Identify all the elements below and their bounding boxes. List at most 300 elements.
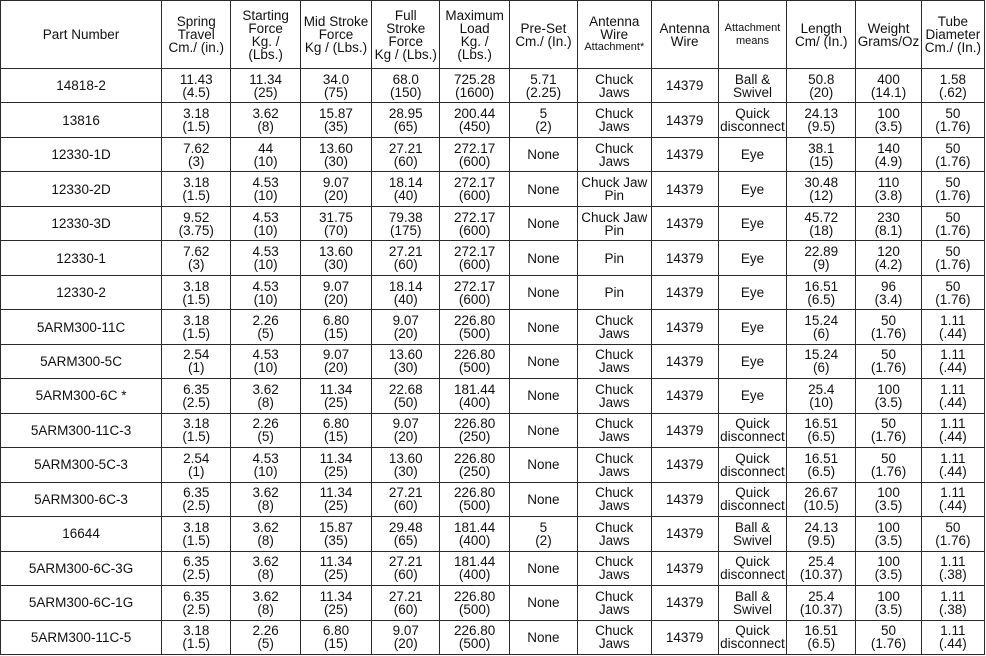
cell-text-line: 9.07: [392, 313, 419, 329]
cell-text-line: 14379: [665, 250, 704, 266]
cell-text-line: 14379: [665, 422, 704, 438]
cell-text-line: 5ARM300-6C-3G: [28, 560, 134, 576]
cell-text-line: (3.5): [874, 119, 903, 135]
cell-text-line: 1.11: [940, 623, 966, 639]
weight-cell: [856, 241, 921, 275]
table-row: [1, 379, 985, 413]
cell-text-line: 181.44: [453, 554, 496, 570]
cell-text-line: 15.87: [319, 519, 353, 535]
cell-text-line: (20): [323, 360, 348, 376]
cell-text-line: 12330-3D: [51, 216, 111, 232]
full-stroke-force-cell: [372, 620, 440, 655]
cell-text-line: Pre-Set: [520, 20, 567, 36]
cell-text-line: (8.1): [874, 222, 903, 238]
maximum-load-cell: [440, 586, 509, 620]
antenna-wire-cell: [651, 310, 718, 344]
cell-text-line: (1.76): [935, 119, 971, 135]
cell-text-line: 14379: [665, 285, 704, 301]
cell-text-line: (5): [257, 326, 274, 342]
full-stroke-force-cell: [372, 172, 440, 206]
attachment-means-cell: [718, 413, 786, 447]
cell-text-line: (20): [323, 188, 348, 204]
cell-text-line: Chuck: [595, 381, 634, 397]
pre-set-cell: [509, 620, 577, 655]
cell-text-line: 100: [877, 519, 900, 535]
cell-text-line: 2.54: [183, 450, 210, 466]
cell-text-line: (60): [393, 257, 418, 273]
tube-diameter-cell: [921, 69, 984, 103]
cell-text-line: (1.76): [935, 153, 971, 169]
spring-travel-cell: [162, 310, 231, 344]
cell-text-line: Eye: [740, 181, 765, 197]
cell-text-line: 226.80: [453, 450, 496, 466]
starting-force-cell: [231, 448, 300, 482]
spring-travel-header: [162, 1, 231, 69]
cell-text-line: Force: [388, 33, 424, 49]
antenna-wire-cell: [651, 275, 718, 309]
cell-text-line: 14379: [665, 78, 704, 94]
cell-text-line: 6.35: [183, 381, 210, 397]
cell-text-line: Jaws: [598, 119, 630, 135]
cell-text-line: 14379: [665, 147, 704, 163]
cell-text-line: (30): [393, 360, 418, 376]
cell-text-line: 50: [881, 347, 897, 363]
cell-text-line: 1.11: [940, 416, 966, 432]
cell-text-line: (3.4): [874, 291, 903, 307]
cell-text-line: Quick: [735, 416, 770, 432]
maximum-load-cell: [440, 344, 509, 378]
weight-header: [856, 1, 921, 69]
cell-text-line: (.38): [938, 601, 967, 617]
cell-text-line: Attachment: [724, 21, 781, 34]
cell-text-line: Pin: [604, 222, 625, 238]
cell-text-line: (20): [393, 636, 418, 652]
tube-diameter-cell: [921, 241, 984, 275]
cell-text-line: Jaws: [598, 326, 630, 342]
tube-diameter-cell: [921, 344, 984, 378]
length-cell: [787, 241, 856, 275]
weight-cell: [856, 517, 921, 551]
cell-text-line: 5ARM300-6C *: [35, 388, 127, 404]
cell-text-line: 110: [877, 175, 900, 191]
cell-text-line: (10): [809, 394, 834, 410]
cell-text-line: (1.5): [182, 636, 211, 652]
spring-travel-cell: [162, 620, 231, 655]
antenna-wire-attachment-cell: [578, 103, 651, 137]
antenna-wire-attachment-cell: [578, 517, 651, 551]
cell-text-line: 1.58: [939, 71, 966, 87]
cell-text-line: (10.5): [803, 498, 839, 514]
cell-text-line: Stroke: [386, 20, 426, 36]
cell-text-line: 3.18: [183, 175, 210, 191]
cell-text-line: (2.5): [182, 601, 211, 617]
cell-text-line: (250): [458, 429, 491, 445]
cell-text-line: Eye: [740, 147, 765, 163]
antenna-wire-header: [651, 1, 718, 69]
full-stroke-force-cell: [372, 448, 440, 482]
cell-text-line: 1.11: [940, 588, 966, 604]
length-cell: [787, 482, 856, 516]
cell-text-line: (3.5): [874, 601, 903, 617]
cell-text-line: (1.76): [935, 188, 971, 204]
part-number-cell: [1, 206, 162, 240]
cell-text-line: 44: [258, 140, 274, 156]
cell-text-line: disconnect: [720, 119, 785, 135]
cell-text-line: 50: [945, 209, 961, 225]
cell-text-line: (450): [458, 119, 491, 135]
cell-text-line: 50: [945, 175, 961, 191]
cell-text-line: (6.5): [807, 463, 836, 479]
cell-text-line: (.62): [938, 84, 967, 100]
cell-text-line: 34.0: [322, 71, 350, 87]
mid-stroke-force-cell: [300, 172, 371, 206]
cell-text-line: Jaws: [598, 84, 630, 100]
cell-text-line: 3.62: [252, 381, 279, 397]
spring-travel-cell: [162, 241, 231, 275]
cell-text-line: 27.21: [388, 554, 423, 570]
starting-force-cell: [231, 241, 300, 275]
part-number-cell: [1, 379, 162, 413]
cell-text-line: disconnect: [720, 498, 785, 514]
pre-set-cell: [509, 344, 577, 378]
cell-text-line: 200.44: [453, 106, 496, 122]
cell-text-line: (4.2): [874, 257, 903, 273]
cell-text-line: (8): [257, 601, 274, 617]
cell-text-line: 9.07: [392, 623, 419, 639]
cell-text-line: Pin: [604, 188, 625, 204]
cell-text-line: Kg / (Lbs.): [304, 40, 368, 55]
cell-text-line: (3.5): [874, 532, 903, 548]
cell-text-line: 400: [877, 71, 900, 87]
cell-text-line: 12330-1: [56, 250, 106, 266]
table-row: [1, 172, 985, 206]
full-stroke-force-cell: [372, 69, 440, 103]
cell-text-line: (15): [809, 153, 834, 169]
cell-text-line: 140: [877, 140, 900, 156]
cell-text-line: (10): [253, 360, 278, 376]
table-row: [1, 206, 985, 240]
part-number-cell: [1, 448, 162, 482]
starting-force-cell: [231, 379, 300, 413]
cell-text-line: Jaws: [598, 463, 630, 479]
attachment-means-cell: [718, 137, 786, 171]
cell-text-line: 272.17: [453, 209, 496, 225]
cell-text-line: Swivel: [732, 601, 772, 617]
cell-text-line: 3.18: [183, 416, 210, 432]
antenna-wire-cell: [651, 448, 718, 482]
tube-diameter-cell: [921, 275, 984, 309]
cell-text-line: 11.34: [249, 71, 282, 87]
mid-stroke-force-cell: [300, 517, 371, 551]
full-stroke-force-cell: [372, 206, 440, 240]
antenna-wire-attachment-cell: [578, 344, 651, 378]
cell-text-line: 1.11: [940, 381, 966, 397]
cell-text-line: (400): [458, 532, 491, 548]
weight-cell: [856, 482, 921, 516]
cell-text-line: (.44): [938, 360, 967, 376]
antenna-wire-attachment-cell: [578, 482, 651, 516]
maximum-load-cell: [440, 482, 509, 516]
cell-text-line: 230: [877, 209, 900, 225]
weight-cell: [856, 448, 921, 482]
cell-text-line: 15.24: [804, 313, 839, 329]
antenna-wire-attachment-cell: [578, 551, 651, 585]
spring-travel-cell: [162, 482, 231, 516]
attachment-means-cell: [718, 620, 786, 655]
starting-force-cell: [231, 275, 300, 309]
cell-text-line: (1.76): [935, 257, 971, 273]
cell-text-line: (65): [393, 119, 418, 135]
cell-text-line: Jaws: [598, 567, 630, 583]
antenna-wire-cell: [651, 517, 718, 551]
antenna-wire-attachment-cell: [578, 586, 651, 620]
cell-text-line: 15.87: [319, 106, 353, 122]
cell-text-line: 5ARM300-5C-3: [34, 457, 128, 473]
cell-text-line: 3.18: [183, 519, 210, 535]
table-row: [1, 275, 985, 309]
cell-text-line: (25): [323, 567, 348, 583]
cell-text-line: 100: [877, 106, 900, 122]
cell-text-line: 16.51: [804, 623, 839, 639]
cell-text-line: 50: [945, 106, 961, 122]
cell-text-line: Jaws: [598, 498, 630, 514]
mid-stroke-force-cell: [300, 379, 371, 413]
antenna-wire-cell: [651, 551, 718, 585]
cell-text-line: 7.62: [183, 244, 210, 260]
cell-text-line: (250): [458, 463, 491, 479]
cell-text-line: (35): [323, 532, 348, 548]
starting-force-cell: [231, 620, 300, 655]
cell-text-line: 50: [881, 313, 897, 329]
cell-text-line: 11.34: [319, 485, 353, 501]
pre-set-cell: [509, 137, 577, 171]
cell-text-line: (65): [393, 532, 418, 548]
cell-text-line: 3.62: [252, 588, 279, 604]
cell-text-line: (40): [393, 188, 418, 204]
cell-text-line: (3.5): [874, 394, 903, 410]
antenna-wire-cell: [651, 344, 718, 378]
weight-cell: [856, 379, 921, 413]
antenna-wire-attachment-cell: [578, 69, 651, 103]
cell-text-line: Diameter: [925, 27, 981, 42]
cell-text-line: Jaws: [598, 636, 630, 652]
cell-text-line: (400): [458, 567, 491, 583]
cell-text-line: (9): [813, 257, 830, 273]
part-number-cell: [1, 69, 162, 103]
mid-stroke-force-cell: [300, 620, 371, 655]
spring-travel-cell: [162, 551, 231, 585]
cell-text-line: 5ARM300-11C: [36, 319, 126, 335]
starting-force-cell: [231, 586, 300, 620]
length-cell: [787, 344, 856, 378]
cell-text-line: 100: [877, 381, 900, 397]
maximum-load-cell: [440, 172, 509, 206]
cell-text-line: 50: [945, 140, 961, 156]
cell-text-line: 38.1: [808, 140, 835, 156]
starting-force-cell: [231, 206, 300, 240]
cell-text-line: 9.07: [322, 175, 350, 191]
cell-text-line: 11.43: [179, 71, 213, 87]
cell-text-line: Antenna: [659, 20, 710, 36]
cell-text-line: Quick: [735, 554, 770, 570]
weight-cell: [856, 103, 921, 137]
cell-text-line: 14379: [665, 112, 704, 128]
pre-set-cell: [509, 379, 577, 413]
cell-text-line: (600): [458, 153, 491, 169]
cell-text-line: 100: [877, 554, 900, 570]
pre-set-cell: [509, 172, 577, 206]
spring-travel-cell: [162, 379, 231, 413]
cell-text-line: 14818-2: [56, 78, 106, 94]
mid-stroke-force-cell: [300, 344, 371, 378]
cell-text-line: 50: [945, 519, 961, 535]
cell-text-line: (1.76): [870, 360, 907, 376]
cell-text-line: (.44): [938, 463, 967, 479]
cell-text-line: (9.5): [807, 119, 836, 135]
cell-text-line: 29.48: [388, 519, 423, 535]
tube-diameter-cell: [921, 586, 984, 620]
cell-text-line: 100: [877, 485, 900, 501]
maximum-load-cell: [440, 241, 509, 275]
cell-text-line: 50: [945, 278, 961, 294]
cell-text-line: Kg. /: [460, 33, 489, 49]
cell-text-line: 24.13: [804, 519, 839, 535]
cell-text-line: 14379: [665, 595, 704, 611]
cell-text-line: Jaws: [598, 394, 630, 410]
cell-text-line: 5: [539, 106, 548, 122]
cell-text-line: (1.5): [182, 119, 211, 135]
full-stroke-force-cell: [372, 551, 440, 585]
cell-text-line: 22.68: [388, 381, 423, 397]
cell-text-line: Eye: [740, 250, 765, 266]
cell-text-line: (1.5): [182, 188, 211, 204]
attachment-means-cell: [718, 551, 786, 585]
cell-text-line: 3.18: [183, 623, 210, 639]
mid-stroke-force-cell: [300, 206, 371, 240]
tube-diameter-cell: [921, 482, 984, 516]
cell-text-line: (8): [257, 394, 274, 410]
part-number-cell: [1, 586, 162, 620]
cell-text-line: 5ARM300-6C-3: [34, 491, 128, 507]
antenna-wire-attachment-cell: [578, 241, 651, 275]
weight-cell: [856, 413, 921, 447]
cell-text-line: 16.51: [804, 416, 839, 432]
maximum-load-cell: [440, 69, 509, 103]
cell-text-line: None: [527, 629, 560, 645]
cell-text-line: Chuck Jaw: [581, 209, 648, 225]
mid-stroke-force-cell: [300, 103, 371, 137]
cell-text-line: Jaws: [598, 601, 630, 617]
attachment-means-cell: [718, 275, 786, 309]
table-row: [1, 69, 985, 103]
weight-cell: [856, 137, 921, 171]
antenna-wire-cell: [651, 241, 718, 275]
cell-text-line: 3.18: [183, 313, 210, 329]
cell-text-line: (500): [458, 601, 491, 617]
cell-text-line: None: [527, 388, 560, 404]
cell-text-line: 3.62: [252, 519, 279, 535]
pre-set-cell: [509, 241, 577, 275]
cell-text-line: Chuck: [595, 140, 634, 156]
cell-text-line: (8): [257, 119, 274, 135]
cell-text-line: 79.38: [388, 209, 423, 225]
cell-text-line: Mid Stroke: [303, 14, 369, 29]
cell-text-line: Cm./ (In.): [924, 40, 981, 55]
antenna-wire-cell: [651, 69, 718, 103]
mid-stroke-force-cell: [300, 413, 371, 447]
cell-text-line: 68.0: [392, 71, 419, 87]
weight-cell: [856, 275, 921, 309]
cell-text-line: 14379: [665, 526, 704, 542]
table-row: [1, 413, 985, 447]
cell-text-line: (2): [535, 119, 552, 135]
cell-text-line: (50): [393, 394, 418, 410]
mid-stroke-force-cell: [300, 137, 371, 171]
cell-text-line: None: [527, 491, 560, 507]
tube-diameter-cell: [921, 137, 984, 171]
cell-text-line: 25.4: [808, 554, 835, 570]
spring-travel-cell: [162, 517, 231, 551]
cell-text-line: 120: [877, 244, 900, 260]
cell-text-line: Load: [459, 20, 490, 36]
cell-text-line: (500): [458, 326, 491, 342]
full-stroke-force-header: [372, 1, 440, 69]
part-number-cell: [1, 172, 162, 206]
cell-text-line: Jaws: [598, 153, 630, 169]
cell-text-line: Wire: [600, 27, 629, 42]
cell-text-line: (1600): [455, 84, 495, 100]
maximum-load-cell: [440, 275, 509, 309]
part-number-cell: [1, 413, 162, 447]
maximum-load-cell: [440, 517, 509, 551]
cell-text-line: (Lbs.): [457, 46, 492, 62]
cell-text-line: None: [527, 181, 560, 197]
cell-text-line: 25.4: [808, 588, 835, 604]
cell-text-line: 14379: [665, 319, 704, 335]
antenna-wire-attachment-cell: [578, 620, 651, 655]
cell-text-line: None: [527, 285, 560, 301]
cell-text-line: Jaws: [598, 532, 630, 548]
cell-text-line: (400): [458, 394, 491, 410]
cell-text-line: 12330-1D: [51, 147, 111, 163]
cell-text-line: 14379: [665, 388, 704, 404]
cell-text-line: 3.62: [252, 106, 279, 122]
cell-text-line: 14379: [665, 181, 704, 197]
tube-diameter-cell: [921, 620, 984, 655]
spring-travel-cell: [162, 172, 231, 206]
attachment-means-cell: [718, 103, 786, 137]
cell-text-line: 27.21: [388, 140, 423, 156]
length-cell: [787, 137, 856, 171]
cell-text-line: 5: [539, 519, 548, 535]
cell-text-line: (.44): [938, 498, 967, 514]
cell-text-line: (25): [323, 394, 348, 410]
cell-text-line: Weight: [867, 20, 910, 36]
cell-text-line: (60): [393, 567, 418, 583]
cell-text-line: 50: [881, 450, 897, 466]
attachment-means-cell: [718, 241, 786, 275]
antenna-wire-cell: [651, 379, 718, 413]
cell-text-line: (4.5): [182, 84, 211, 100]
cell-text-line: 226.80: [453, 416, 496, 432]
weight-cell: [856, 310, 921, 344]
cell-text-line: Ball &: [734, 588, 771, 604]
cell-text-line: Tube: [937, 14, 968, 29]
cell-text-line: (6.5): [807, 291, 836, 307]
cell-text-line: 11.34: [319, 450, 353, 466]
antenna-wire-attachment-cell: [578, 206, 651, 240]
cell-text-line: (15): [323, 429, 348, 445]
